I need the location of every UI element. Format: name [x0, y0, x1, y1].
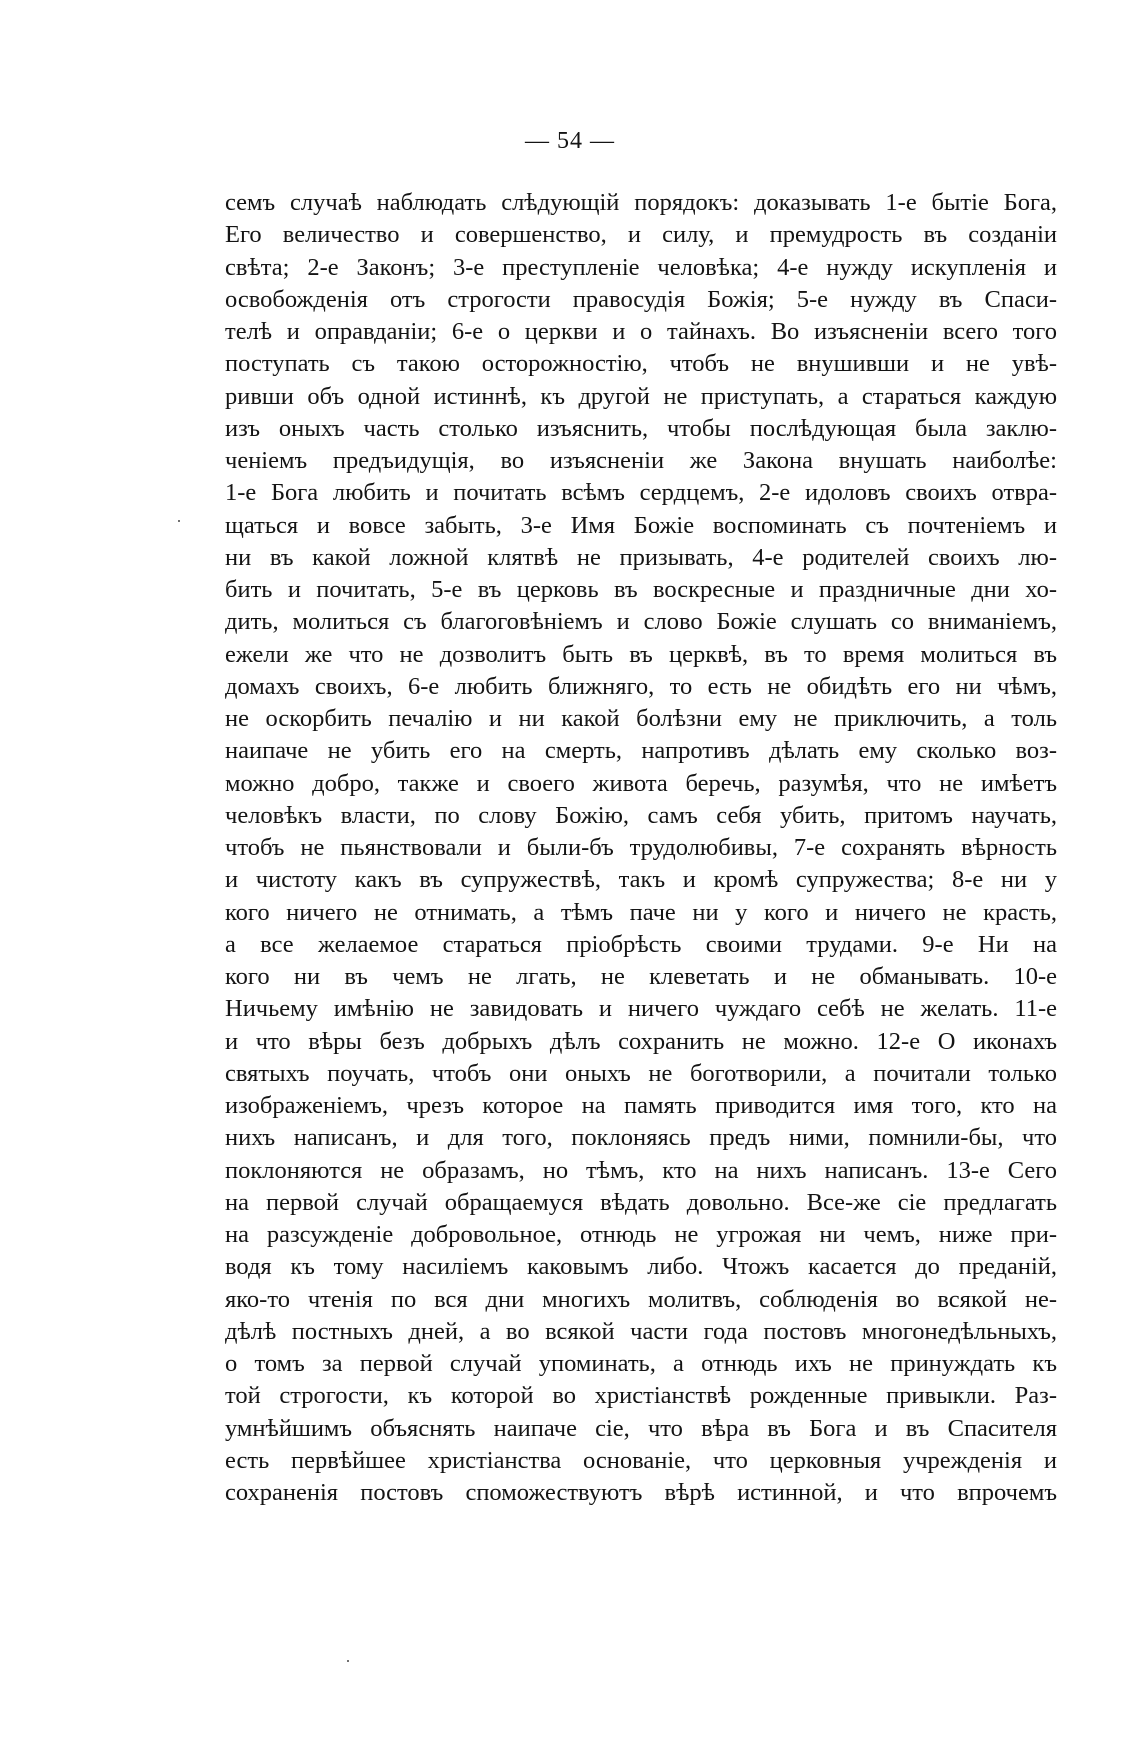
text-line: сохраненія постовъ споможествуютъ вѣрѣ истинной, и что впрочемъ — [225, 1479, 1057, 1506]
text-line: ни въ какой ложной клятвѣ не призывать, 4-е родителей своихъ лю- — [225, 543, 1057, 571]
text-line: дить, молиться съ благоговѣніемъ и слово Божіе слушать со вниманіемъ, — [225, 608, 1057, 636]
body-text — [225, 187, 1057, 1509]
text-line: телѣ и оправданіи; 6-е о церкви и о тайнахъ. Во изъясненіи всего того — [225, 318, 1057, 345]
text-line: дѣлѣ постныхъ дней, а во всякой части года постовъ многонедѣльныхъ, — [225, 1317, 1057, 1345]
text-line: на разсужденіе добровольное, отнюдь не угрожая ни чемъ, ниже при- — [225, 1221, 1057, 1248]
text-line: бить и почитать, 5-е въ церковь въ воскресные и праздничные дни хо- — [225, 576, 1057, 603]
print-speck — [347, 1660, 349, 1662]
text-line: поступать съ такою осторожностію, чтобъ не внушивши и не увѣ- — [225, 350, 1057, 378]
text-line: яко-то чтенія по вся дни многихъ молитвъ, соблюденія во всякой не- — [225, 1285, 1057, 1313]
text-line: изображеніемъ, чрезъ которое на память приводится имя того, кто на — [225, 1092, 1057, 1119]
text-line: домахъ своихъ, 6-е любить ближняго, то есть не обидѣть его ни чѣмъ, — [225, 672, 1057, 700]
text-line: поклоняются не образамъ, но тѣмъ, кто на нихъ написанъ. 13-е Сего — [225, 1156, 1057, 1184]
text-line: свѣта; 2-е Законъ; 3-е преступленіе человѣка; 4-е нужду искупленія и — [225, 253, 1057, 281]
text-line: наипаче не убить его на смерть, напротивъ дѣлать ему сколько воз- — [225, 737, 1057, 765]
text-line: о томъ за первой случай упоминать, а отнюдь ихъ не принуждать къ — [225, 1350, 1057, 1377]
text-line: и что вѣры безъ добрыхъ дѣлъ сохранить не можно. 12-е О иконахъ — [225, 1027, 1057, 1055]
text-line: святыхъ поучать, чтобъ они оныхъ не боготворили, а почитали только — [225, 1059, 1057, 1087]
text-line: умнѣйшимъ объяснять наипаче сіе, что вѣра въ Бога и въ Спасителя — [225, 1414, 1057, 1442]
text-line: водя къ тому насиліемъ каковымъ либо. Чтожъ касается до преданій, — [225, 1253, 1057, 1281]
text-line: человѣкъ власти, по слову Божію, самъ себя убить, притомъ научать, — [225, 801, 1057, 829]
text-line: освобожденія отъ строгости правосудія Божія; 5-е нужду въ Спаси- — [225, 285, 1057, 313]
text-line: можно добро, также и своего живота беречь, разумѣя, что не имѣетъ — [225, 769, 1057, 797]
page-number: — 54 — — [525, 128, 615, 154]
text-line: 1-е Бога любить и почитать всѣмъ сердцемъ, 2-е идоловъ своихъ отвра- — [225, 479, 1057, 507]
text-line: Ничьему имѣнію не завидовать и ничего чуждаго себѣ не желать. 11-е — [225, 995, 1057, 1023]
text-line: ежели же что не дозволитъ быть въ церквѣ, въ то время молиться въ — [225, 640, 1057, 668]
text-line: изъ оныхъ часть столько изъяснить, чтобы послѣдующая была заклю- — [225, 414, 1057, 442]
text-line: нихъ написанъ, и для того, поклоняясь предъ ними, помнили-бы, что — [225, 1124, 1057, 1152]
text-line: кого ничего не отнимать, а тѣмъ паче ни у кого и ничего не красть, — [225, 898, 1057, 926]
text-line: есть первѣйшее христіанства основаніе, что церковныя учрежденія и — [225, 1446, 1057, 1474]
text-line: кого ни въ чемъ не лгать, не клеветать и не обманывать. 10-е — [225, 963, 1057, 990]
text-line: ривши объ одной истиннѣ, къ другой не приступать, а стараться каждую — [225, 382, 1057, 410]
text-line: ченіемъ предъидущія, во изъясненіи же Закона внушать наиболѣе: — [225, 447, 1057, 474]
text-line: на первой случай обращаемуся вѣдать довольно. Все-же сіе предлагать — [225, 1188, 1057, 1216]
text-line: семъ случаѣ наблюдать слѣдующій порядокъ: доказывать 1-е бытіе Бога, — [225, 189, 1057, 216]
text-line: Его величество и совершенство, и силу, и премудрость въ созданіи — [225, 221, 1057, 249]
text-line: не оскорбить печалію и ни какой болѣзни ему не приключить, а толь — [225, 705, 1057, 732]
print-speck — [178, 520, 180, 522]
text-line: чтобъ не пьянствовали и были-бъ трудолюбивы, 7-е сохранять вѣрность — [225, 834, 1057, 861]
text-line: щаться и вовсе забыть, 3-е Имя Божіе воспоминать съ почтеніемъ и — [225, 511, 1057, 539]
text-line: а все желаемое стараться пріобрѣсть своими трудами. 9-е Ни на — [225, 930, 1057, 958]
text-line: и чистоту какъ въ супружествѣ, такъ и кромѣ супружества; 8-е ни у — [225, 866, 1057, 894]
text-line: той строгости, къ которой во христіанствѣ рожденные привыкли. Раз- — [225, 1382, 1057, 1410]
